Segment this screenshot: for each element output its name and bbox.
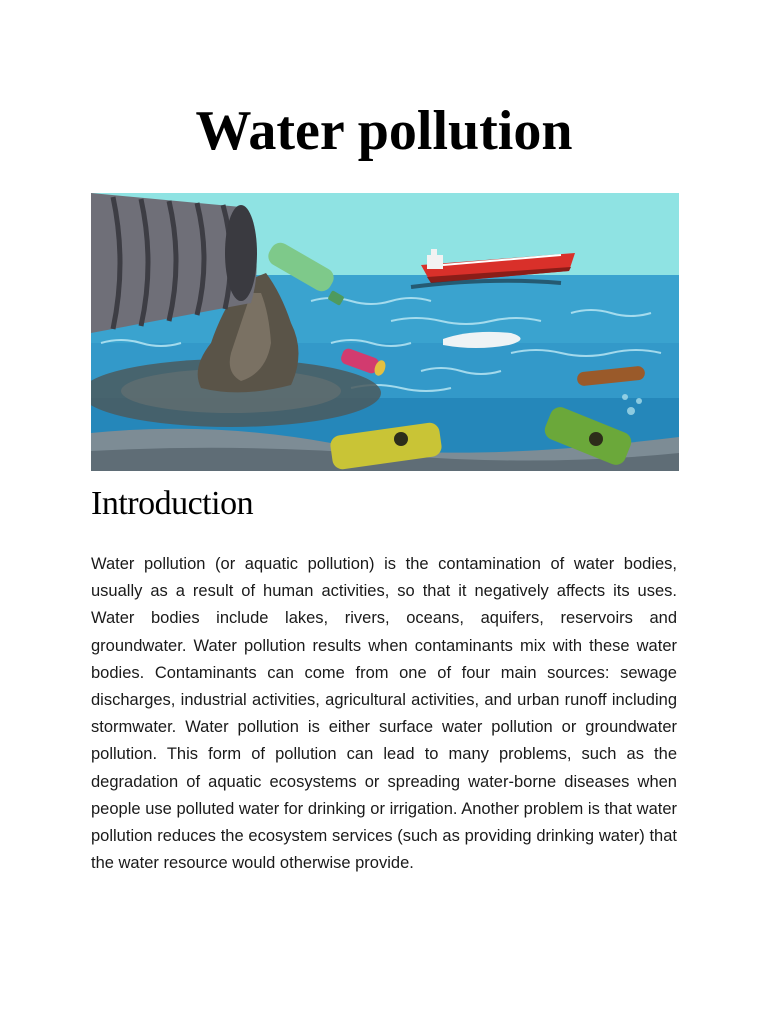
water-pollution-illustration (91, 193, 679, 471)
section-heading-introduction: Introduction (91, 485, 254, 522)
introduction-paragraph: Water pollution (or aquatic pollution) is the contamination of water bodies, usually as a result of human activities, so that it negatively affects its uses. Water bodies include lakes, rivers, oceans, aquifers, reservoirs and groundwater. Water pollution results when contaminants mix with these water bodies. Contaminants can come from one of four main sources: sewage discharges, industrial activities, agricultural activities, and urban runoff including stormwater. Water pollution is either surface water pollution or groundwater pollution. This form of pollution can lead to many problems, such as the degradation of aquatic ecosystems or spreading water-borne diseases when people use polluted water for drinking or irrigation. Another problem is that water pollution reduces the ecosystem services (such as providing drinking water) that the water resource would otherwise provide. (91, 555, 677, 873)
page-title: Water pollution (195, 100, 573, 162)
